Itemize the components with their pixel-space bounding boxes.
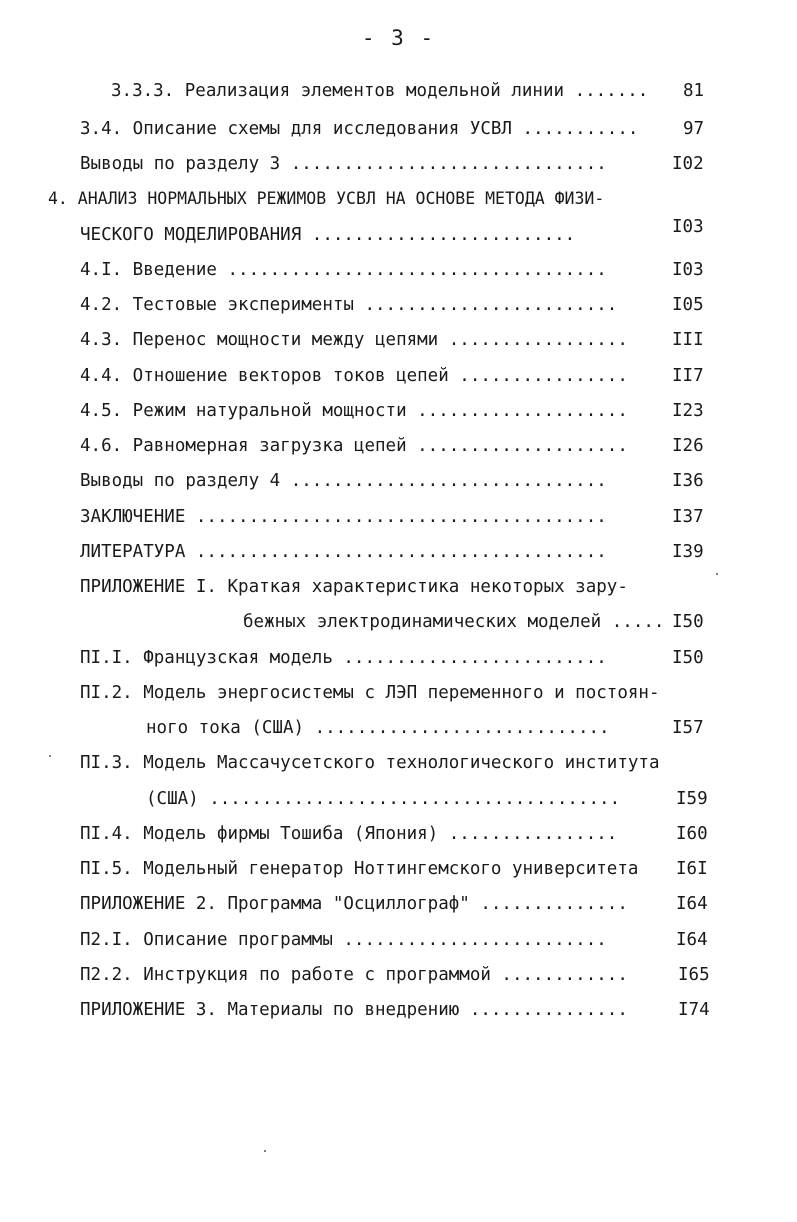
toc-entry-page: III xyxy=(672,330,704,350)
toc-entry-text: Выводы по разделу 4 .............................. xyxy=(80,471,607,491)
toc-entry-text: ного тока (США) ............................ xyxy=(146,718,610,738)
scan-speck xyxy=(716,573,718,575)
toc-entry-text: ПI.I. Французская модель ......................... xyxy=(80,648,607,668)
toc-entry-text: ЛИТЕРАТУРА ....................................... xyxy=(80,542,607,562)
toc-entry-text: ПI.4. Модель фирмы Тошиба (Япония) ................ xyxy=(80,824,618,844)
toc-entry-page: I6I xyxy=(676,859,708,879)
toc-entry-text: 4.6. Равномерная загрузка цепей .................... xyxy=(80,436,628,456)
toc-entry-page: I64 xyxy=(676,930,708,950)
toc-entry-text: ЗАКЛЮЧЕНИЕ ....................................... xyxy=(80,507,607,527)
toc-entry-text: 3.4. Описание схемы для исследования УСВЛ ........... xyxy=(80,119,639,139)
toc-entry-page: I39 xyxy=(672,542,704,562)
toc-entry-text: 3.3.3. Реализация элементов модельной линии ....... xyxy=(111,81,649,101)
toc-entry-text: ПI.5. Модельный генератор Ноттингемского университета xyxy=(80,859,639,879)
toc-entry-page: I23 xyxy=(672,401,704,421)
toc-entry-page: I03 xyxy=(672,260,704,280)
toc-entry-page: II7 xyxy=(672,366,704,386)
toc-entry-page: I65 xyxy=(678,965,710,985)
toc-entry-text: П2.I. Описание программы ......................... xyxy=(80,930,607,950)
toc-entry-text: 4. АНАЛИЗ НОРМАЛЬНЫХ РЕЖИМОВ УСВЛ НА ОСНОВЕ МЕТОДА ФИЗИ- xyxy=(48,189,605,208)
toc-entry-page: I57 xyxy=(672,718,704,738)
toc-entry-text: 4.5. Режим натуральной мощности .................... xyxy=(80,401,628,421)
toc-entry-page: I26 xyxy=(672,436,704,456)
toc-entry-text: П2.2. Инструкция по работе с программой ............ xyxy=(80,965,628,985)
toc-entry-page: I74 xyxy=(678,1000,710,1020)
page-number: - 3 - xyxy=(361,26,436,50)
toc-entry-page: I02 xyxy=(672,154,704,174)
toc-entry-text: (США) ....................................... xyxy=(146,789,621,809)
toc-entry-page: I03 xyxy=(672,217,704,237)
toc-entry-page: I36 xyxy=(672,471,704,491)
toc-entry-page: 81 xyxy=(683,81,705,101)
toc-entry-text: ПI.3. Модель Массачусетского технологического института xyxy=(80,753,660,773)
toc-entry-page: I37 xyxy=(672,507,704,527)
toc-entry-text: 4.4. Отношение векторов токов цепей ................ xyxy=(80,366,628,386)
toc-entry-text: ПРИЛОЖЕНИЕ 2. Программа "Осциллограф" .............. xyxy=(80,894,628,914)
toc-entry-page: I05 xyxy=(672,295,704,315)
toc-entry-text: ЧЕСКОГО МОДЕЛИРОВАНИЯ ......................... xyxy=(80,225,576,245)
toc-entry-text: ПРИЛОЖЕНИЕ I. Краткая характеристика некоторых зару- xyxy=(80,577,628,597)
toc-entry-page: I50 xyxy=(672,648,704,668)
toc-entry-page: I50 xyxy=(672,612,704,632)
scan-speck xyxy=(49,755,51,757)
toc-entry-text: Выводы по разделу 3 .............................. xyxy=(80,154,607,174)
toc-entry-text: бежных электродинамических моделей ..... xyxy=(243,612,665,632)
toc-entry-page: I64 xyxy=(676,894,708,914)
toc-entry-text: 4.3. Перенос мощности между цепями ................. xyxy=(80,330,628,350)
toc-entry-page: 97 xyxy=(683,119,705,139)
toc-entry-page: I60 xyxy=(676,824,708,844)
toc-entry-text: ПI.2. Модель энергосистемы с ЛЭП переменного и постоян- xyxy=(80,683,660,703)
scan-speck xyxy=(264,1150,266,1152)
toc-entry-page: I59 xyxy=(676,789,708,809)
toc-entry-text: 4.I. Введение .................................... xyxy=(80,260,607,280)
toc-entry-text: 4.2. Тестовые эксперименты ........................ xyxy=(80,295,618,315)
toc-entry-text: ПРИЛОЖЕНИЕ 3. Материалы по внедрению ............... xyxy=(80,1000,628,1020)
